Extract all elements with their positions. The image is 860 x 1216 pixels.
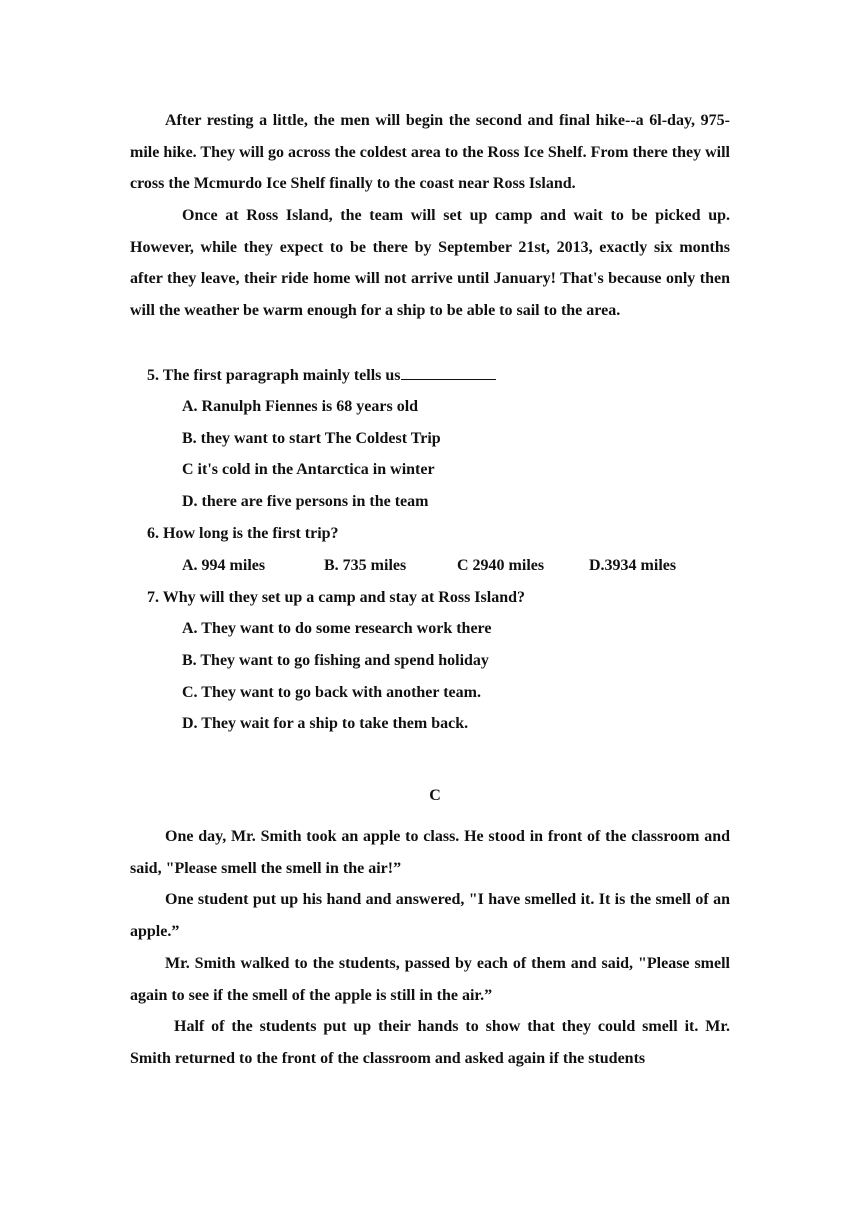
question-6-stem: 6. How long is the first trip? [147, 525, 339, 542]
passage-b-paragraph-2: Once at Ross Island, the team will set up camp and wait to be picked up. However, while they expect to be there by September 21st, 2013, exactly six months after they leave, their ride home will not arrive until January! That's because only then will the weather be warm enough for a ship to be able to sail to the area. [130, 207, 730, 320]
question-6-option-d: D.3934 miles [589, 557, 677, 574]
question-5-stem [147, 365, 496, 386]
question-7-option-a: A. They want to do some research work there [182, 620, 492, 637]
question-stem-text: 5. The first paragraph mainly tells us [147, 367, 401, 384]
question-5-option-b: B. they want to start The Coldest Trip [182, 430, 441, 447]
question-7-option-b: B. They want to go fishing and spend holiday [182, 652, 489, 669]
question-6-option-b: B. 735 miles [324, 557, 407, 574]
question-5-option-c: C it's cold in the Antarctica in winter [182, 461, 435, 478]
question-6-option-a: A. 994 miles [182, 557, 266, 574]
question-6-option-c: C 2940 miles [457, 557, 545, 574]
question-7-option-d: D. They wait for a ship to take them back. [182, 715, 469, 732]
question-7-stem: 7. Why will they set up a camp and stay at Ross Island? [147, 589, 525, 606]
section-c-paragraph-3: Mr. Smith walked to the students, passed by each of them and said, "Please smell again to see if the smell of the apple is still in the air.” [130, 955, 730, 1004]
section-c-paragraph-2: One student put up his hand and answered, "I have smelled it. It is the smell of an apple.” [130, 891, 730, 940]
question-7-option-c: C. They want to go back with another team. [182, 684, 481, 701]
section-c-heading: C [429, 787, 441, 804]
section-c-paragraph-1: One day, Mr. Smith took an apple to class. He stood in front of the classroom and said, "Please smell the smell in the air!” [130, 828, 730, 877]
question-5-option-a: A. Ranulph Fiennes is 68 years old [182, 398, 419, 415]
question-6-options [0, 556, 860, 576]
passage-b-paragraph-1: After resting a little, the men will begin the second and final hike--a 6l-day, 975-mile hike. They will go across the coldest area to the Ross Ice Shelf. From there they will cross the Mcmurdo Ice Shelf finally to the coast near Ross Island. [130, 112, 730, 193]
question-5-option-d: D. there are five persons in the team [182, 493, 429, 510]
answer-blank [401, 365, 496, 380]
section-c-paragraph-4: Half of the students put up their hands to show that they could smell it. Mr. Smith returned to the front of the classroom and asked again if the students [130, 1018, 730, 1067]
